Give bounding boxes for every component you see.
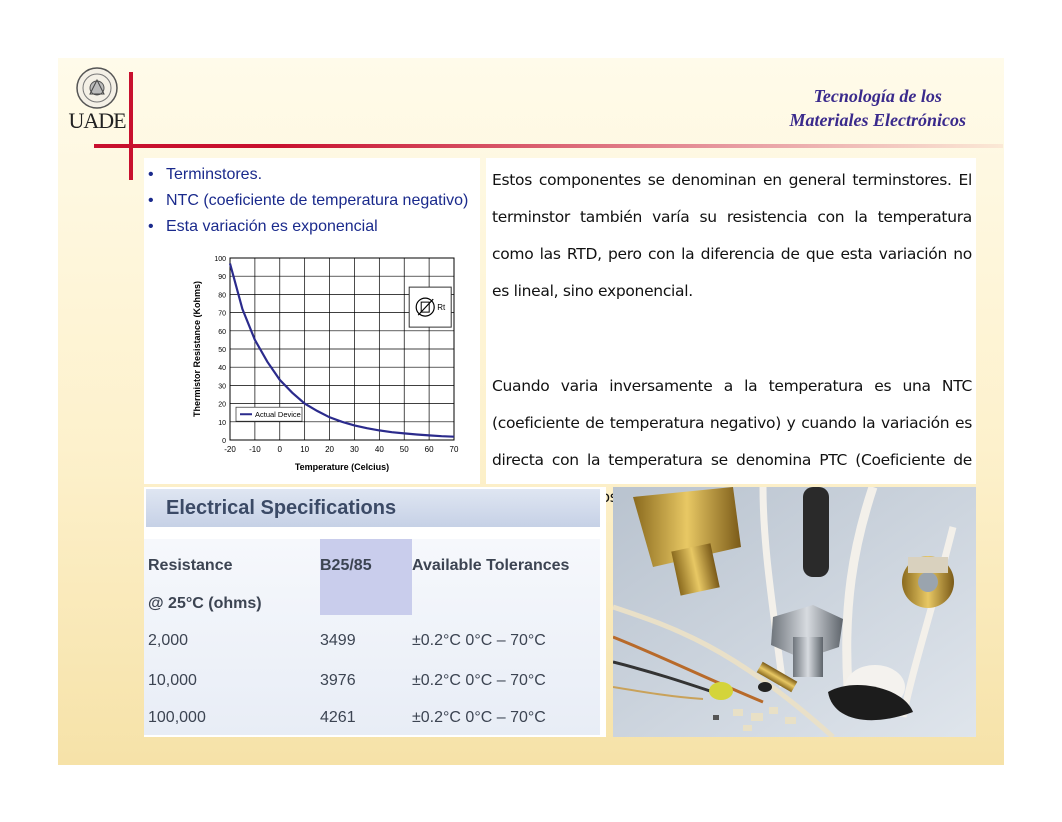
description-panel xyxy=(486,158,976,484)
x-tick-label: 30 xyxy=(349,445,359,454)
bullet-item: • NTC (coeficiente de temperatura negativo) xyxy=(144,188,468,214)
row-2-tolerance: ±0.2°C 0°C – 70°C xyxy=(412,672,546,689)
row-1-tolerance: ±0.2°C 0°C – 70°C xyxy=(412,632,546,649)
x-tick-label: 60 xyxy=(424,445,434,454)
row-2-resistance: 10,000 xyxy=(148,672,197,689)
uade-logo-text: UADE xyxy=(68,108,126,133)
red-horizontal-rule xyxy=(94,144,1003,148)
row-3-b25: 4261 xyxy=(320,709,356,726)
x-tick-label: 0 xyxy=(277,445,283,454)
header-resistance: Resistance xyxy=(148,557,233,574)
title-line-2: Materiales Electrónicos xyxy=(789,110,966,130)
header-b25: B25/85 xyxy=(320,557,372,574)
bullet-item: • Esta variación es exponencial xyxy=(144,214,468,240)
red-vertical-rule xyxy=(129,72,133,180)
x-tick-label: 20 xyxy=(325,445,335,454)
y-tick-label: 10 xyxy=(218,419,226,427)
legend-label: Actual Device xyxy=(255,410,301,420)
b25-column-highlight xyxy=(320,539,412,615)
y-tick-label: 70 xyxy=(218,310,226,318)
header-resistance-unit: @ 25°C (ohms) xyxy=(148,595,262,612)
row-1-resistance: 2,000 xyxy=(148,632,189,649)
thermistor-products-photo xyxy=(613,487,976,737)
header-tolerances: Available Tolerances xyxy=(412,557,570,574)
y-axis-label: Thermistor Resistance (Kohms) xyxy=(192,280,202,418)
spec-table xyxy=(144,539,600,735)
row-2-b25: 3976 xyxy=(320,672,356,689)
x-tick-label: 50 xyxy=(399,445,409,454)
y-tick-label: 50 xyxy=(218,347,226,354)
row-1-b25: 3499 xyxy=(320,632,356,649)
y-tick-label: 30 xyxy=(218,383,226,391)
spec-header-bar xyxy=(146,489,600,527)
row-3-resistance: 100,000 xyxy=(148,709,206,726)
electrical-specifications-panel xyxy=(144,487,606,737)
x-tick-label: -10 xyxy=(249,445,261,454)
slide-title xyxy=(790,84,967,132)
spec-title: Electrical Specifications xyxy=(166,497,397,519)
y-tick-label: 20 xyxy=(218,401,226,409)
x-tick-label: -20 xyxy=(224,445,236,454)
thermistor-chart xyxy=(186,250,466,478)
description-paragraph-1: Estos componentes se denominan en general terminstores. El terminstor también varía su resistencia con la temperatura como las RTD, pero con la diferencia de que esta variación no es lineal, sino exponencial. xyxy=(492,171,972,300)
x-tick-label: 70 xyxy=(449,445,459,454)
thermistor-symbol-label: Rt xyxy=(437,303,446,313)
y-tick-label: 90 xyxy=(218,274,226,282)
y-tick-label: 80 xyxy=(218,292,226,300)
bullet-item: • Terminstores. xyxy=(144,162,468,188)
x-axis-label: Temperature (Celcius) xyxy=(294,462,390,472)
row-3-tolerance: ±0.2°C 0°C – 70°C xyxy=(412,709,546,726)
y-tick-label: 40 xyxy=(218,365,226,373)
description-paragraph-2: Cuando varia inversamente a la temperatura es una NTC (coeficiente de temperatura negativo) y cuando la variación es directa con la temperatura se denomina PTC (Coeficiente de xyxy=(492,377,972,469)
y-tick-label: 0 xyxy=(222,438,226,445)
x-tick-label: 10 xyxy=(300,445,310,454)
bullet-list xyxy=(144,162,468,240)
y-tick-label: 60 xyxy=(218,328,226,336)
x-tick-label: 40 xyxy=(374,445,384,454)
y-tick-label: 100 xyxy=(214,256,226,263)
title-line-1: Tecnología de los xyxy=(813,86,942,106)
